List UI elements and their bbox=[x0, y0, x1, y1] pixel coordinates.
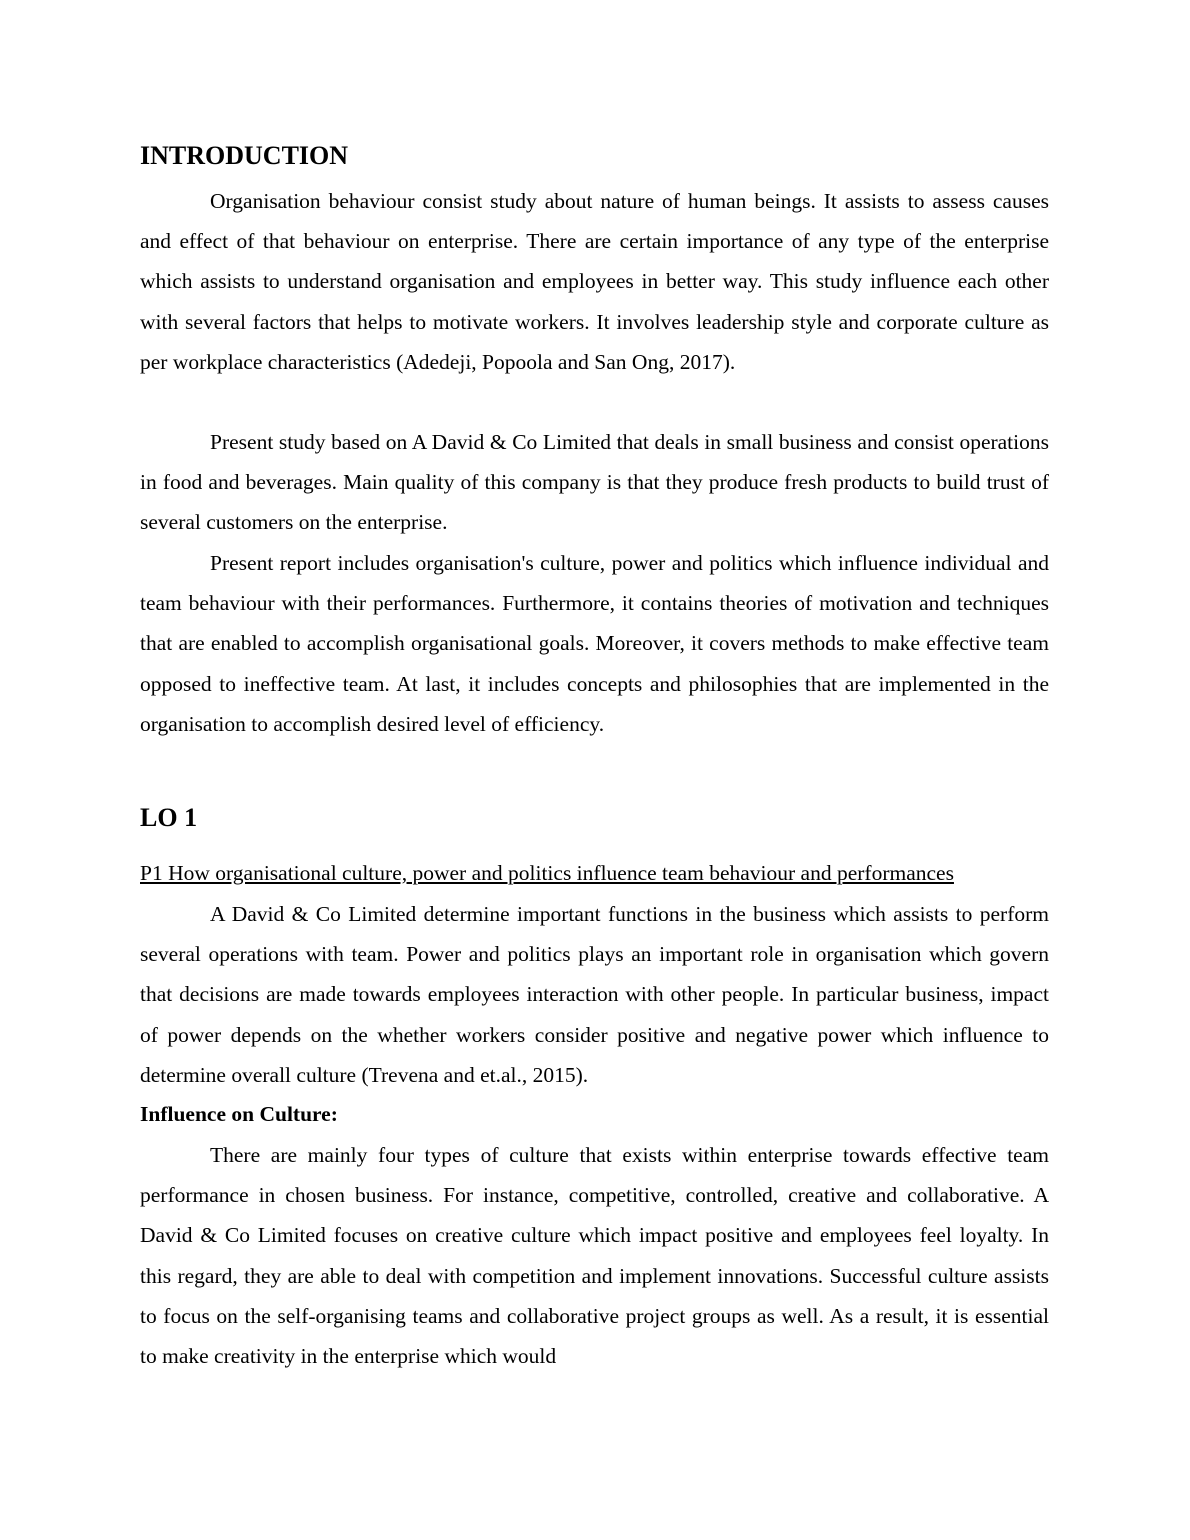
p1-subheading: P1 How organisational culture, power and politics influence team behaviour and performances bbox=[140, 861, 954, 885]
influence-on-culture-heading: Influence on Culture: bbox=[140, 1102, 338, 1126]
intro-paragraph-1: Organisation behaviour consist study about nature of human beings. It assists to assess causes and effect of that behaviour on enterprise. There are certain importance of any type of the enterprise which assists to understand organisation and employees in better way. This study influence each other with several factors that helps to motivate workers. It involves leadership style and corporate culture as per workplace characteristics (Adedeji, Popoola and San Ong, 2017). bbox=[140, 189, 1049, 374]
culture-paragraph: There are mainly four types of culture that exists within enterprise towards effective team performance in chosen business. For instance, competitive, controlled, creative and collaborative. A David & Co Limited focuses on creative culture which impact positive and employees feel loyalty. In this regard, they are able to deal with competition and implement innovations. Successful culture assists to focus on the self-organising teams and collaborative project groups as well. As a result, it is essential to make creativity in the enterprise which would bbox=[140, 1143, 1049, 1369]
intro-paragraph-2: Present study based on A David & Co Limited that deals in small business and consist operations in food and beverages. Main quality of this company is that they produce fresh products to build trust of several customers on the enterprise. bbox=[140, 430, 1049, 535]
p1-paragraph: A David & Co Limited determine important functions in the business which assists to perform several operations with team. Power and politics plays an important role in organisation which govern that decisions are made towards employees interaction with other people. In particular business, impact of power depends on the whether workers consider positive and negative power which influence to determine overall culture (Trevena and et.al., 2015). bbox=[140, 902, 1049, 1087]
introduction-heading: INTRODUCTION bbox=[140, 141, 349, 170]
intro-paragraph-3: Present report includes organisation's culture, power and politics which influence individual and team behaviour with their performances. Furthermore, it contains theories of motivation and techniques that are enabled to accomplish organisational goals. Moreover, it covers methods to make effective team opposed to ineffective team. At last, it includes concepts and philosophies that are implemented in the organisation to accomplish desired level of efficiency. bbox=[140, 551, 1049, 736]
lo1-heading: LO 1 bbox=[140, 803, 198, 832]
